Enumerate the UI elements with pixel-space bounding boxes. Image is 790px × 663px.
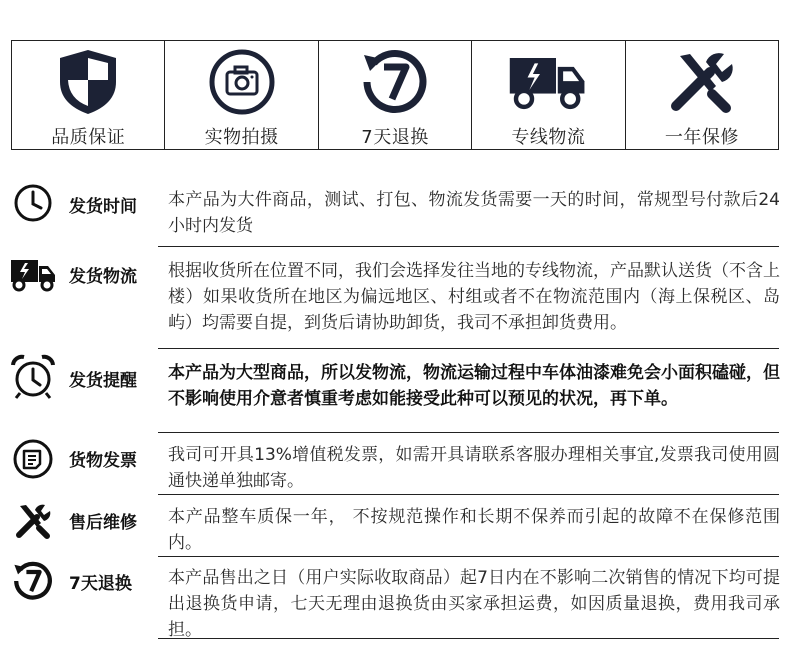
- divider: [158, 246, 779, 247]
- policy-text: 本产品为大型商品，所以发物流，物流运输过程中车体油漆难免会小面积磕碰，但不影响使用介意者慎重考虑如能接受此种可以预见的状况，再下单。: [168, 363, 780, 409]
- feature-label: 实物拍摄: [204, 127, 279, 148]
- clock-icon: [10, 182, 56, 224]
- invoice-icon: [10, 438, 56, 480]
- feature-quality: [12, 41, 165, 149]
- feature-warranty: [626, 41, 778, 149]
- divider: [158, 348, 779, 349]
- alarm-clock-icon: [10, 356, 56, 398]
- policy-title: 发货提醒: [69, 371, 137, 391]
- camera-icon: [202, 47, 282, 117]
- truck-icon: [10, 254, 56, 296]
- divider: [158, 432, 779, 433]
- divider: [158, 556, 779, 557]
- seven-day-icon: [10, 560, 56, 602]
- feature-photo: [165, 41, 318, 149]
- feature-label: 专线物流: [511, 127, 586, 148]
- policy-title: 发货物流: [69, 267, 137, 287]
- divider: [158, 638, 779, 639]
- policy-text: 本产品为大件商品，测试、打包、物流发货需要一天的时间，常规型号付款后24小时内发货: [168, 190, 780, 236]
- policy-text: 根据收货所在位置不同，我们会选择发往当地的专线物流，产品默认送货（不含上楼）如果收货所在地区为偏远地区、村组或者不在物流范围内（海上保税区、岛屿）均需要自提，到货后请协助卸货，我司不承担卸货费用。: [168, 261, 780, 333]
- policy-title: 售后维修: [69, 513, 137, 533]
- policy-text: 本产品售出之日（用户实际收取商品）起7日内在不影响二次销售的情况下均可提出退换货申请，七天无理由退换货由买家承担运费，如因质量退换，费用我司承担。: [168, 568, 780, 640]
- policy-title: 发货时间: [69, 197, 137, 217]
- feature-label: 7天退换: [361, 127, 429, 148]
- feature-label: 一年保修: [664, 127, 739, 148]
- policy-text: 本产品整车质保一年， 不按规范操作和长期不保养而引起的故障不在保修范围内。: [168, 507, 780, 553]
- feature-return: [319, 41, 472, 149]
- feature-logistics: [472, 41, 625, 149]
- seven-day-return-icon: [355, 47, 435, 117]
- policy-title: 货物发票: [69, 451, 137, 471]
- wrench-screwdriver-icon: [10, 500, 56, 542]
- tools-icon: [662, 47, 742, 117]
- divider: [158, 494, 779, 495]
- policy-text: 我司可开具13%增值税发票，如需开具请联系客服办理相关事宜,发票我司使用圆通快递单独邮寄。: [168, 445, 780, 491]
- policy-title: 7天退换: [69, 574, 132, 594]
- feature-strip: [11, 40, 779, 150]
- feature-label: 品质保证: [51, 127, 126, 148]
- shield-icon: [48, 47, 128, 117]
- delivery-truck-icon: [508, 47, 588, 117]
